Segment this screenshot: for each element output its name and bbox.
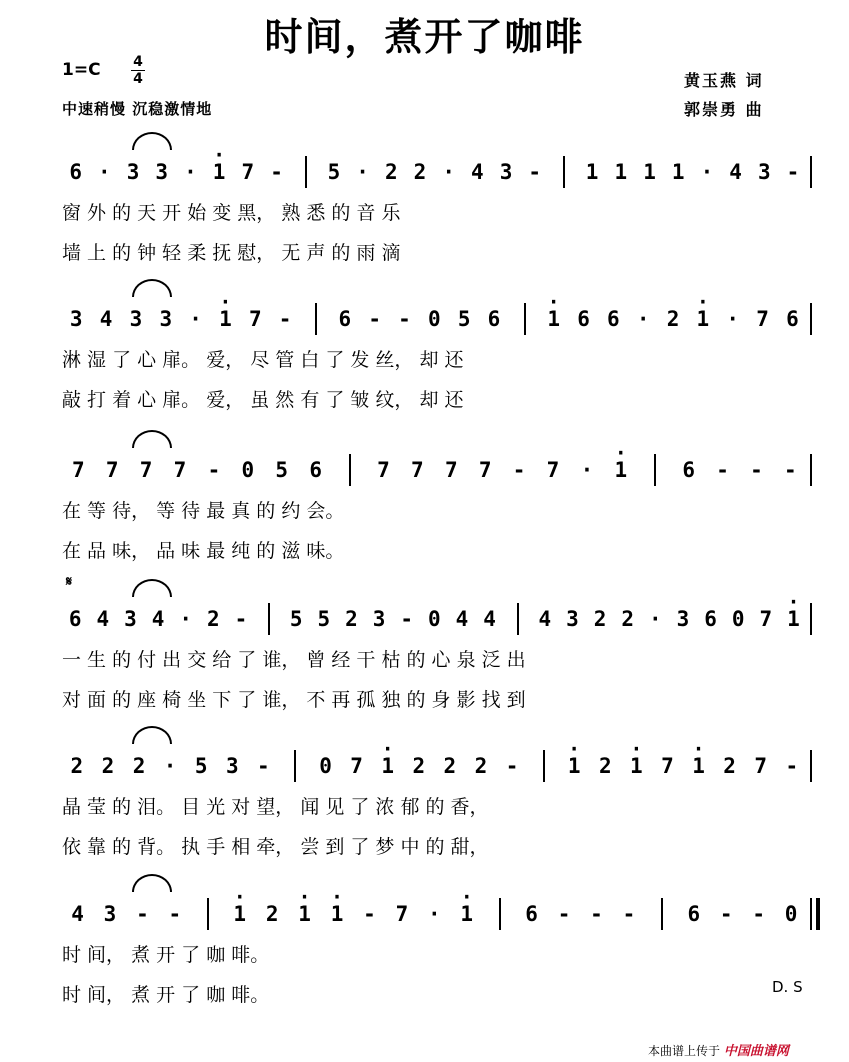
slur-mark xyxy=(132,579,172,597)
note: 3 xyxy=(124,607,137,631)
barline xyxy=(305,156,307,188)
note: · 1 xyxy=(615,458,628,482)
note: 4 xyxy=(471,160,484,184)
note: 6 xyxy=(487,307,501,331)
note: 7 xyxy=(248,307,262,331)
lyric-verse-2: 敲 打 着 心 扉。 爱， 虽 然 有 了 皱 纹， 却 还 xyxy=(62,389,464,411)
lyric-verse-1: 窗 外 的 天 开 始 变 黑， 熟 悉 的 音 乐 xyxy=(62,202,401,224)
extension-dash: - xyxy=(622,902,636,926)
staff-row xyxy=(0,605,849,633)
note: 7 xyxy=(105,458,119,482)
slur-mark xyxy=(132,726,172,744)
note: · 1 xyxy=(213,160,226,184)
note: 0 xyxy=(319,754,332,778)
final-barline xyxy=(816,898,820,930)
note: 7 xyxy=(350,754,363,778)
note: 2 xyxy=(206,607,220,631)
note: 2 xyxy=(413,160,427,184)
barline xyxy=(810,454,812,486)
note: 2 xyxy=(593,607,607,631)
note: 3 xyxy=(126,160,140,184)
barline xyxy=(654,454,656,486)
note: 1 xyxy=(643,160,656,184)
barline xyxy=(315,303,317,335)
note: 5 xyxy=(194,754,208,778)
note: 2 xyxy=(101,754,115,778)
time-signature-top: 4 xyxy=(133,54,143,70)
barline xyxy=(563,156,565,188)
extension-dash: - xyxy=(752,902,765,926)
note: 3 xyxy=(155,160,169,184)
augmentation-dot: · xyxy=(726,307,740,331)
note: 7 xyxy=(478,458,492,482)
note: 2 xyxy=(598,754,612,778)
slur-mark xyxy=(132,132,172,150)
note: 6 xyxy=(577,307,590,331)
note: 3 xyxy=(225,754,239,778)
note: 3 xyxy=(372,607,386,631)
extension-dash: - xyxy=(784,458,797,482)
staff-row xyxy=(0,158,849,186)
note: 3 xyxy=(159,307,173,331)
lyric-verse-1: 时 间， 煮 开 了 咖 啡。 xyxy=(62,944,270,966)
note: 1 xyxy=(585,160,599,184)
note: 6 xyxy=(338,307,352,331)
note: · 1 xyxy=(233,902,246,926)
note: 2 xyxy=(474,754,488,778)
site-brand: 中国曲谱网 xyxy=(723,1044,789,1059)
note: 2 xyxy=(70,754,84,778)
note: 7 xyxy=(241,160,255,184)
augmentation-dot: · xyxy=(636,307,650,331)
extension-dash: - xyxy=(270,160,283,184)
augmentation-dot: · xyxy=(163,754,177,778)
barline xyxy=(543,750,545,782)
note: 6 xyxy=(607,307,620,331)
extension-dash: - xyxy=(716,458,729,482)
note: 4 xyxy=(99,307,113,331)
note: 3 xyxy=(676,607,690,631)
footer-text: 本曲谱上传于 xyxy=(648,1044,721,1058)
note: 5 xyxy=(317,607,331,631)
note: 3 xyxy=(69,307,83,331)
staff-row xyxy=(0,305,849,333)
note: 3 xyxy=(757,160,771,184)
note: 4 xyxy=(96,607,110,631)
note: 3 xyxy=(129,307,143,331)
barline xyxy=(294,750,296,782)
note: 7 xyxy=(661,754,674,778)
staff-row xyxy=(0,900,849,928)
extension-dash: - xyxy=(557,902,571,926)
note: 4 xyxy=(483,607,496,631)
note: 4 xyxy=(729,160,742,184)
lyric-verse-2: 依 靠 的 背。 执 手 相 牵， 尝 到 了 梦 中 的 甜， xyxy=(62,836,489,858)
note: · 1 xyxy=(381,754,394,778)
extension-dash: - xyxy=(786,160,800,184)
note: 7 xyxy=(759,607,773,631)
note: 7 xyxy=(444,458,458,482)
note: 7 xyxy=(411,458,424,482)
note: 1 xyxy=(614,160,628,184)
extension-dash: - xyxy=(512,458,526,482)
note: · 1 xyxy=(692,754,705,778)
extension-dash: - xyxy=(136,902,149,926)
note: 7 xyxy=(173,458,187,482)
augmentation-dot: · xyxy=(98,160,111,184)
note: 6 xyxy=(309,458,322,482)
note: 1 xyxy=(671,160,685,184)
extension-dash: - xyxy=(750,458,763,482)
note: 7 xyxy=(377,458,390,482)
note: · 1 xyxy=(331,902,344,926)
note: 2 xyxy=(384,160,398,184)
barline xyxy=(810,750,812,782)
composer-credit: 郭崇勇 曲 xyxy=(684,100,764,119)
note: 7 xyxy=(754,754,768,778)
barline xyxy=(207,898,209,930)
note: 2 xyxy=(621,607,635,631)
slur-mark xyxy=(132,279,172,297)
barline xyxy=(517,603,519,635)
note: 5 xyxy=(275,458,289,482)
note: 6 xyxy=(525,902,538,926)
note: 0 xyxy=(731,607,745,631)
barline xyxy=(268,603,270,635)
note: 5 xyxy=(327,160,341,184)
extension-dash: - xyxy=(207,458,221,482)
note: · 1 xyxy=(697,307,710,331)
note: 2 xyxy=(265,902,279,926)
note: 4 xyxy=(538,607,552,631)
augmentation-dot: · xyxy=(189,307,202,331)
segno-sign: 𝄋 xyxy=(66,574,73,590)
augmentation-dot: · xyxy=(649,607,662,631)
note: 5 xyxy=(289,607,303,631)
note: · 1 xyxy=(630,754,643,778)
lyric-verse-2: 时 间， 煮 开 了 咖 啡。 xyxy=(62,984,270,1006)
extension-dash: - xyxy=(168,902,182,926)
note: 0 xyxy=(428,607,441,631)
note: · 1 xyxy=(568,754,581,778)
footer-credit xyxy=(648,1040,789,1059)
barline xyxy=(810,603,812,635)
augmentation-dot: · xyxy=(442,160,455,184)
note: · 1 xyxy=(219,307,232,331)
note: 3 xyxy=(566,607,579,631)
lyric-verse-1: 淋 湿 了 心 扉。 爱， 尽 管 白 了 发 丝， 却 还 xyxy=(62,349,464,371)
augmentation-dot: · xyxy=(580,458,594,482)
extension-dash: - xyxy=(368,307,381,331)
note: 6 xyxy=(682,458,695,482)
note: 3 xyxy=(103,902,117,926)
barline xyxy=(810,898,812,930)
note: 6 xyxy=(68,607,82,631)
note: 5 xyxy=(457,307,471,331)
barline xyxy=(524,303,526,335)
note: 6 xyxy=(69,160,82,184)
note: 0 xyxy=(784,902,798,926)
extension-dash: - xyxy=(278,307,292,331)
note: · 1 xyxy=(547,307,560,331)
note: 2 xyxy=(345,607,358,631)
note: 4 xyxy=(455,607,469,631)
barline xyxy=(661,898,663,930)
extension-dash: - xyxy=(590,902,603,926)
note: 4 xyxy=(151,607,165,631)
extension-dash: - xyxy=(528,160,542,184)
staff-row xyxy=(0,456,849,484)
note: 7 xyxy=(756,307,769,331)
extension-dash: - xyxy=(400,607,414,631)
extension-dash: - xyxy=(363,902,376,926)
augmentation-dot: · xyxy=(356,160,369,184)
note: 0 xyxy=(241,458,255,482)
note: 0 xyxy=(428,307,441,331)
note: 2 xyxy=(666,307,680,331)
augmentation-dot: · xyxy=(700,160,714,184)
lyric-verse-1: 在 等 待， 等 待 最 真 的 约 会。 xyxy=(62,500,345,522)
barline xyxy=(810,303,812,335)
extension-dash: - xyxy=(719,902,733,926)
extension-dash: - xyxy=(505,754,519,778)
note: 6 xyxy=(786,307,799,331)
note: 2 xyxy=(412,754,426,778)
augmentation-dot: · xyxy=(184,160,197,184)
augmentation-dot: · xyxy=(179,607,192,631)
note: 7 xyxy=(139,458,153,482)
extension-dash: - xyxy=(785,754,799,778)
slur-mark xyxy=(132,874,172,892)
lyric-verse-2: 在 品 味， 品 味 最 纯 的 滋 味。 xyxy=(62,540,345,562)
key-signature: 1=C xyxy=(62,60,101,80)
note: 7 xyxy=(71,458,85,482)
lyric-verse-2: 墙 上 的 钟 轻 柔 抚 慰， 无 声 的 雨 滴 xyxy=(62,242,401,264)
note: 3 xyxy=(499,160,513,184)
slur-mark xyxy=(132,430,172,448)
note: 2 xyxy=(132,754,146,778)
dal-segno-mark: D. S xyxy=(772,978,803,996)
lyric-verse-2: 对 面 的 座 椅 坐 下 了 谁， 不 再 孤 独 的 身 影 找 到 xyxy=(62,689,526,711)
staff-row xyxy=(0,752,849,780)
note: · 1 xyxy=(298,902,311,926)
note: 7 xyxy=(395,902,409,926)
lyricist-credit: 黄玉燕 词 xyxy=(684,71,764,90)
note: · 1 xyxy=(460,902,473,926)
barline xyxy=(349,454,351,486)
note: 7 xyxy=(546,458,560,482)
note: 2 xyxy=(443,754,457,778)
lyric-verse-1: 晶 莹 的 泪。 目 光 对 望， 闻 见 了 浓 郁 的 香， xyxy=(62,796,489,818)
note: 4 xyxy=(71,902,84,926)
barline xyxy=(499,898,501,930)
extension-dash: - xyxy=(234,607,248,631)
augmentation-dot: · xyxy=(428,902,441,926)
note: 2 xyxy=(723,754,736,778)
extension-dash: - xyxy=(257,754,270,778)
lyric-verse-1: 一 生 的 付 出 交 给 了 谁， 曾 经 干 枯 的 心 泉 泛 出 xyxy=(62,649,526,671)
note: · 1 xyxy=(787,607,800,631)
extension-dash: - xyxy=(398,307,411,331)
note: 6 xyxy=(687,902,701,926)
barline xyxy=(810,156,812,188)
note: 6 xyxy=(704,607,717,631)
tempo-marking: 中速稍慢 沉稳激情地 xyxy=(62,100,213,118)
time-signature xyxy=(131,54,145,87)
song-title: 时间，煮开了咖啡 xyxy=(264,15,585,59)
time-signature-bottom: 4 xyxy=(133,71,143,87)
